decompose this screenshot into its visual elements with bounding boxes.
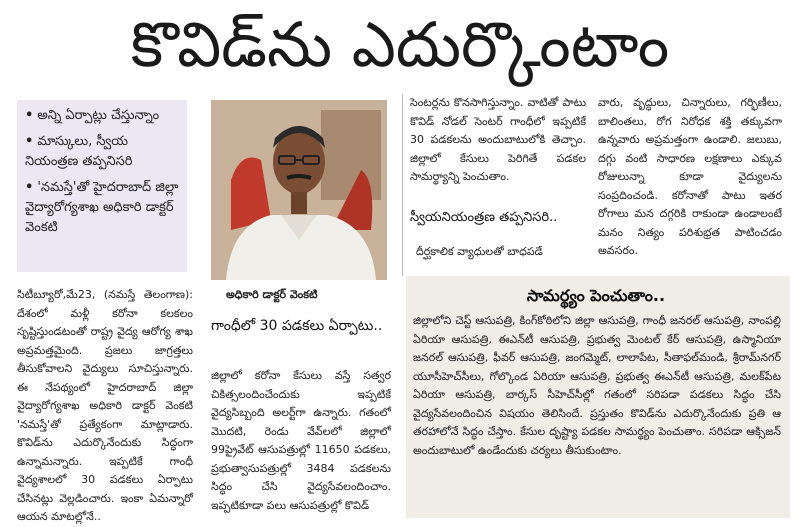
article-column-middle: జిల్లాలో కరోనా కేసులు వస్తే సత్వర చికిత్సలందించేందుకు ఇప్పటికే వైద్యసిబ్బంది అలర్ట్‌గా ఉన్నారు. గతంలో మొదటి, రెండు వేవ్‌లలో జిల్లాలో 99ప్రైవేట్ ఆసుపత్రుల్లో 11650 పడకలు, ప్రభుత్వాసుపత్రుల్లో 3484 పడకలను సిద్ధం చేసి వైద్యసేవలందించాం. ఇప్పటికూడా పలు ఆసుపత్రుల్లో కొవిడ్	[211, 369, 391, 512]
article-column-third-continued: దీర్ఘకాలిక వ్యాధులతో బాధపడే	[416, 245, 543, 258]
column-divider	[402, 94, 403, 276]
headline: కొవిడ్‌ను ఎదుర్కొంటాం	[130, 8, 670, 81]
capacity-box-text: జిల్లాలోని చెస్ట్ ఆసుపత్రి, కింగ్‌కోఠిలోని జిల్లా ఆసుపత్రి, గాంధీ జనరల్ ఆసుపత్రి, నాంపల్లి ఏరియా ఆసుపత్రి, ఈఎన్‌టీ ఆసుపత్రి, ప్రభుత్వ మెంటల్ కేర్ ఆసుపత్రి, ఉస్మానియా జనరల్ ఆసుపత్రి, ఫీవర్ ఆసుపత్రి, జంగమ్మెట్, లాలాపేట, సీతాఫల్‌మండి, శ్రీరామ్‌నగర్ యూసీహెచ్‌సీలు, గోల్కొండ ఏరియా ఆసుపత్రి, ప్రభుత్వ ఈఎన్‌టీ ఆసుపత్రి, మలక్‌పేట ఏరియా ఆసుపత్రి, బార్కస్ సీహెచ్‌సీల్లో గతంలో సరిపడా పడకలు సిద్ధం చేసి వైద్యసేవలందించిన విషయం తెలిసిందే. ప్రస్తుతం కొవిడ్‌ను ఎదుర్కొనేందుకు ప్రతి ఆ తరహాలోనే సిద్ధం చేస్తాం. కేసుల దృష్ట్యా పడకల సామర్థ్యం పెంచుతాం. సరిపడా ఆక్సిజన్ అందుబాటులో ఉండేందుకు చర్యలు తీసుకుంటాం.	[413, 314, 781, 457]
bullet-icon: •	[25, 134, 34, 149]
highlight-item: • అన్ని ఏర్పాట్లు చేస్తున్నాం	[25, 108, 160, 123]
bullet-icon: •	[25, 180, 34, 195]
highlights-box	[17, 100, 187, 272]
highlight-item: • 'నమస్తే'తో హైదరాబాద్ జిల్లా వైద్యారోగ్యశాఖ అధికారి డాక్టర్ వెంకటి	[25, 180, 179, 235]
capacity-box-title: సామర్థ్యం పెంచుతాం..	[526, 286, 666, 305]
subheading-self-control: స్వీయనియంత్రణ తప్పనిసరి..	[410, 210, 558, 225]
portrait-photo	[211, 100, 387, 280]
subheading-gandhi: గాంధీలో 30 పడకలు ఏర్పాటు..	[211, 318, 383, 334]
article-column-left: సిటీబ్యూరో,మే23, (నమస్తే తెలంగాణ): దేశంలో మళ్లీ కరోనా కలకలం సృష్టిస్తుండటంతో రాష్ట్ర వైద్య ఆరోగ్య శాఖ అప్రమత్తమైంది. ప్రజలు జాగ్రత్తలు తీసుకోవాలని వైద్యులు సూచిస్తున్నారు. ఈ నేపథ్యంలో హైదరాబాద్ జిల్లా వైద్యారోగ్యశాఖ అధికారి డాక్టర్ వెంకటి 'నమస్తే'తో ప్రత్యేకంగా మాట్లాడారు. కొవిడ్‌ను ఎదుర్కొనేందుకు సిద్ధంగా ఉన్నామన్నారు. ఇప్పటికే గాంధీ వైద్యశాలలో 30 పడకలు ఏర్పాటు చేసినట్లు వెల్లడించారు. ఇంకా ఏమన్నారో ఆయన మాటల్లోనే..	[17, 288, 193, 523]
article-column-fourth: వారు, వృద్ధులు, చిన్నారులు, గర్భిణీలు, బాలింతలు, రోగ నిరోధక శక్తి తక్కువగా ఉన్నవారు అప్రమత్తంగా ఉండాలి. జలుబు, దగ్గు వంటి సాధారణ లక్షణాలు ఎక్కువ రోజులున్నా కూడా వైద్యులను సంప్రదించండి. కరోనాతో పాటు ఇతర రోగాలు మన దగ్గరికి రాకుండా ఉండాలంటే మనం నిత్యం పరిశుభ్రత పాటించడం అవసరం.	[598, 96, 782, 257]
article-column-third: సెంటర్లను కొనసాగిస్తున్నాం. వాటితో పాటు కొవిడ్ నోడల్ సెంటర్ గాంధీలో ఇప్పటికే 30 పడకలను అందుబాటులోకి తెచ్చాం. జిల్లాలో కేసులు పెరిగితే పడకల సామర్థ్యాన్ని పెంచుతాం.	[410, 96, 586, 183]
portrait-illustration	[211, 100, 387, 280]
bullet-icon: •	[25, 108, 34, 123]
photo-caption: అధికారి డాక్టర్ వెంకటి	[226, 288, 318, 301]
highlight-item: • మాస్కులు, స్వీయ నియంత్రణ తప్పనిసరి	[25, 134, 133, 169]
